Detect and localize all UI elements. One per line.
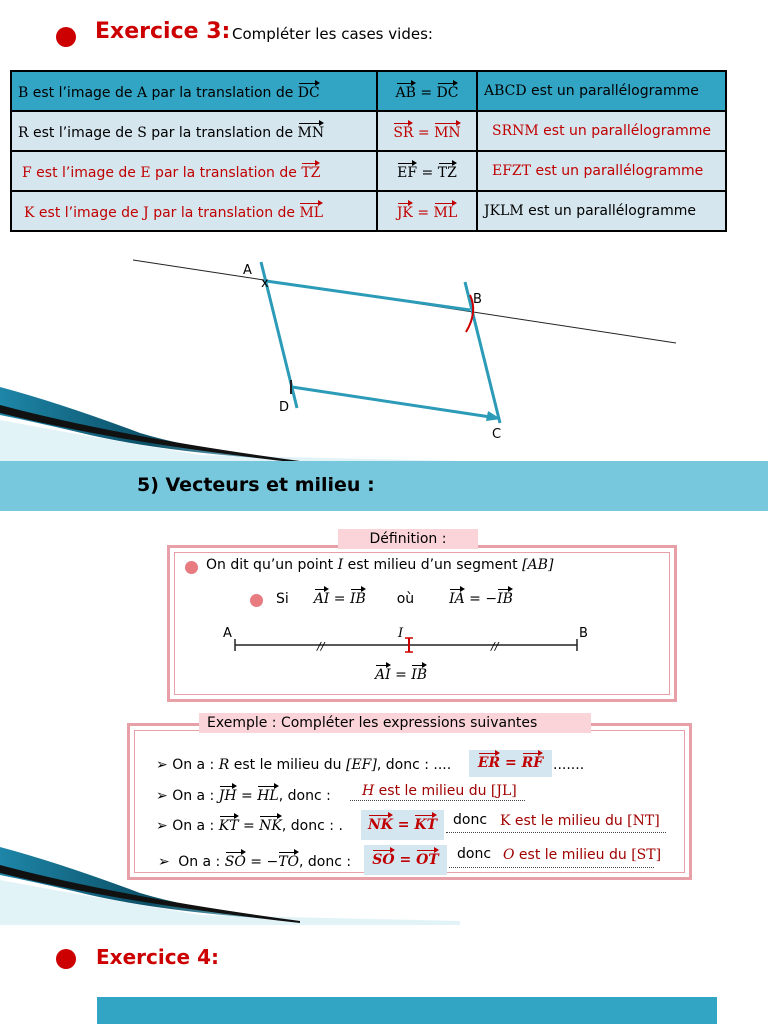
example-line-1: ➢ On a : R est le milieu du [EF], donc : .... (156, 757, 452, 773)
section5-title: 5) Vecteurs et milieu : (137, 474, 375, 496)
segment-bc (465, 282, 500, 423)
label-d: D (279, 400, 290, 415)
example-answer-2: H est le milieu du [JL] (362, 783, 517, 799)
example-line-3-donc: donc (453, 812, 488, 828)
table-row: R est l’image de S par la translation de MN SR = MN SRNM est un parallélogramme (11, 111, 726, 151)
bullet-dot (185, 561, 198, 574)
decorative-swoosh-top (0, 385, 460, 465)
example-line-3: ➢ On a : KT = NK, donc : . (156, 815, 343, 834)
label-a: A (243, 263, 252, 278)
answer-box-4: SO = OT (364, 845, 447, 875)
exercise3-instruction: Compléter les cases vides: (232, 25, 433, 43)
exercise3-title: Exercice 3: (95, 19, 231, 44)
table-row: K est l’image de J par la translation de ML JK = ML JKLM est un parallélogramme (11, 191, 726, 231)
definition-text: On dit qu’un point I est milieu d’un segment [AB] (206, 557, 554, 573)
section-band (0, 461, 768, 511)
chevron-right-icon: ➢ (158, 854, 170, 870)
mark-a: x (261, 276, 269, 291)
chevron-right-icon: ➢ (156, 788, 168, 804)
definition-caption: AI = IB (375, 664, 427, 683)
chevron-right-icon: ➢ (156, 757, 168, 773)
chevron-right-icon: ➢ (156, 818, 168, 834)
equal-mark-right: // (491, 640, 499, 653)
label-c: C (492, 427, 502, 442)
bullet-dot (56, 27, 76, 47)
exercise4-title: Exercice 4: (96, 945, 219, 969)
example-answer-4: O est le milieu du [ST] (503, 847, 662, 863)
segment-label-b: B (579, 626, 588, 641)
answer-box-1: ER = RF (469, 750, 552, 777)
vector-ab (266, 281, 470, 310)
bullet-dot (56, 949, 76, 969)
example-line-1-dots: ....... (553, 757, 585, 773)
example-line-4: ➢ On a : SO = −TO, donc : (158, 851, 351, 870)
example-label: Exemple : Compléter les expressions suivantes (199, 713, 591, 733)
segment-ab-figure (215, 620, 595, 660)
definition-label: Définition : (338, 529, 478, 549)
exercise3-table (10, 70, 727, 232)
segment-label-i: I (398, 626, 404, 641)
bullet-dot (250, 594, 263, 607)
example-line-2: ➢ On a : JH = HL, donc : (156, 785, 331, 804)
table-row: F est l’image de E par la translation de TZ EF = TZ EFZT est un parallélogramme (11, 151, 726, 191)
exercise4-bar (97, 997, 717, 1024)
definition-condition: Si AI = IB où IA = −IB (276, 588, 513, 607)
segment-label-a: A (223, 626, 232, 641)
table-row: B est l’image de A par la translation de DC AB = DC ABCD est un parallélogramme (11, 71, 726, 111)
answer-box-3: NK = KT (361, 810, 444, 840)
example-line-4-donc: donc (457, 846, 492, 862)
label-b: B (473, 292, 482, 307)
equal-mark-left: // (317, 640, 325, 653)
example-answer-3: K est le milieu du [NT] (500, 813, 660, 829)
decorative-swoosh-bottom (0, 845, 460, 925)
